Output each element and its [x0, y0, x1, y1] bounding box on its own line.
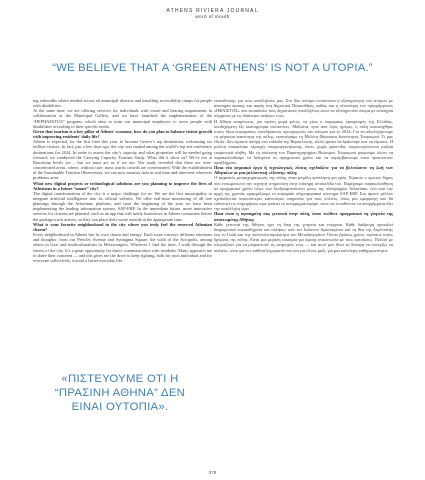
paragraph: Ο ψηφιακός μετασχηματισμός της πόλης είναι μεγάλη πρόκληση για εμάς. Είμαστε ο πρώτος δήμος που ενσωματώνει την τεχνητή νοημοσύνη στην επίσημη ιστοσελίδα του. Παρέχουμε παρακολούθηση σε πραγματικό χρόνο όλων των δενδροφυτεύσεων μέσω της πλατφόρμας Arborinno, ενώ από την αρχή της χρονιάς εφαρμόζουμε το κορυφαίο πληροφοριακό σύστημα SAP-ERP. Στο άμεσο μέλλον σχεδιάζονται περισσότερες καινοτόμες υπηρεσίες για τους πολίτες, όπως μια εφαρμογή που θα ειδοποιεί τις επιχειρήσεις πριν φτάσει το απορριμματοφόρο, ώστε να τοποθετούν τα απορρίμματα έξω την κατάλληλη ώρα.	[214, 175, 393, 212]
pull-quote-english: “WE BELIEVE THAT A ‘GREEN ATHENS’ IS NOT A UTOPIA.”	[52, 62, 373, 74]
paragraph: Athens is expected, for the first time this year, to become Greece’s top destination, welcoming six million visitors. In fact, just a few days ago, the city was ranked among the world’s top ten conference destinations for 2024. In order to assess the city’s capacity and what properties will be needed going forward, we conducted the Carrying Capacity Tourism Study. What did it show us? We’re not at Barcelona levels yet – but we must act as if we are. The study revealed that there are over-concentrated areas, where, without care, mass tourist crowds are concentrated. With the establishment of the Sustainable Tourism Observatory, we can now monitor data in real time and intervene wherever problems arise.	[33, 139, 212, 181]
interview-question: What is your favorite neighborhood in the city where you truly feel the renewed Athenian charm?	[33, 221, 212, 232]
pull-quote-greek-line: “ΠΡΑΣΙΝΗ ΑΘΗΝΑ” ΔΕΝ	[54, 387, 186, 399]
article-column-right	[214, 98, 393, 463]
pull-quote-greek	[40, 372, 200, 414]
paragraph: The digital transformation of the city is a major challenge for us. We are the first municipality to integrate artificial intelligence into its official website. We offer real-time monitoring of all tree plantings through the Arborinno platform, and soon the beginning of the year we have been implementing the leading information system, SAP-ERP. In the immediate future, more innovative services for citizens are planned, such as an app that will notify businesses in Athens consumers before the garbage truck arrives, so they can place their waste outside at the appropriate time.	[33, 190, 212, 222]
magazine-title: ATHENS RIVIERA JOURNAL	[166, 8, 259, 14]
interview-question: Ποια νέα ψηφιακά έργα ή τεχνολογικές λύσεις σχεδιάζετε για να βελτιώσετε τη ζωή των Αθηναίων σε μια μελλοντική «έξυπνη» πόλη;	[214, 165, 393, 176]
paragraph: Every neighborhood in Athens has its own charm and energy. Each route conveys different emotions and thoughts: from our Pericles Avenue and Syntagma Square, the walk of the Acropolis, among others in Gazi and multiculturalism in Metaxourgeio. Wherever I find the time, I walk through the streets of the city. It’s a great opportunity for direct communication with residents. Many approach me to share their concerns — and this gives me the drive to keep fighting, both for each individual and for everyone collectively, toward a better everyday life.	[33, 232, 212, 263]
interview-question: What new digital projects or technological solutions are you planning to improve the lives of Athenians in a future “smart” city?	[33, 180, 212, 191]
paragraph: Η Αθήνα αναμένεται, για πρώτη φορά φέτος, να γίνει ο κορυφαίος προορισμός της Ελλάδας, υποδεχόμενη έξι εκατομμύρια επισκέπτες. Μάλιστα, πριν από λίγες ημέρες, η πόλη κατατάχθηκε στους δέκα κορυφαίους συνεδριακούς προορισμούς του κόσμου για το 2024. Για να αξιολογήσουμε τη φέρουσα ικανότητα της πόλης, εκπονήσαμε τη Μελέτη Φέρουσας Ικανότητας Τουρισμού. Τι μας έδειξε; Δεν είμαστε ακόμη στα επίπεδα της Βαρκελώνης, αλλά πρέπει να δράσουμε σαν να είμαστε. Η μελέτη αποκάλυψε περιοχές υπερσυγκέντρωσης, όπου, χωρίς φροντίδα, συγκεντρώνονται μαζικά τουριστικά πλήθη. Με τη σύσταση του Παρατηρητηρίου Βιώσιμου Τουρισμού μπορούμε πλέον να παρακολουθούμε τα δεδομένα σε πραγματικό χρόνο και να παρεμβαίνουμε όπου προκύπτουν προβλήματα.	[214, 118, 393, 165]
paragraph: εκπαίδευσης για τους υπαλλήλους μας. Στο ίδιο πνεύμα εντάσσεται η εξυπηρέτηση των ατόμων με αναπηρία όρασης και ακοής στη Δημοτική Πινακοθήκη, καθώς και η υλοποίηση του προγράμματος «ΗΦΑΙΣΤΟΣ» που εκπαιδεύει τους δημοτικούς υπαλλήλους ώστε να εξυπηρετούν άτομα με αναπηρία σύμφωνα με τις ιδιαίτερες ανάγκες τους.	[214, 98, 393, 119]
interview-question: Ποια είναι η αγαπημένη σας γειτονιά στην πόλη, όπου νιώθετε πραγματικά τη γοητεία της ανανεωμένης Αθήνας;	[214, 211, 393, 222]
page-number: 078	[208, 470, 217, 475]
pull-quote-greek-line: ΕΙΝΑΙ ΟΥΤΟΠΙΑ».	[71, 401, 169, 413]
section-title: word of mouth	[195, 14, 230, 19]
paragraph: ing sidewalks where needed across all municipal districts and installing accessibility ramps for people with disabilities.	[33, 98, 212, 109]
paragraph: At the same time, we are offering services for individuals with visual and hearing impairments in collaboration at the Municipal Gallery, and we have launched the implementation of the “HEPHAESTUS” program, which aims to train our municipal employees to serve people with disabilities according to their specific needs.	[33, 108, 212, 129]
paragraph: Κάθε γειτονιά της Αθήνας έχει τη δική της γοητεία και ενέργεια. Κάθε διαδρομή προκαλεί διαφορετικά συναισθήματα και σκέψεις: από τον Ιωάννου Αρεοπαγίτου και τη θέα της Ακρόπολης έως το Γκάζι και την πολυπολιτισμικότητα του Μεταξουργείου. Όποτε βρίσκω χρόνο, περπατώ στους δρόμους της πόλης. Είναι μια μεγάλη ευκαιρία για άμεση επικοινωνία με τους κατοίκους. Πολλοί με πλησιάζουν για να μοιραστούν τις ανησυχίες τους — και αυτό μου δίνει τη δύναμη να συνεχίζω να παλεύω, τόσο για τον καθένα ξεχωριστά όσο και για όλους μαζί, για μια καλύτερη καθημερινότητα.	[214, 221, 393, 253]
interview-question: Given that tourism is a key pillar of Athens’ economy, how do you plan to balance visitor growth with improving residents’ daily life?	[33, 128, 212, 140]
masthead	[0, 8, 425, 20]
pull-quote-greek-line: «ΠΙΣΤΕΥΟΥΜΕ ΟΤΙ Η	[61, 373, 179, 385]
